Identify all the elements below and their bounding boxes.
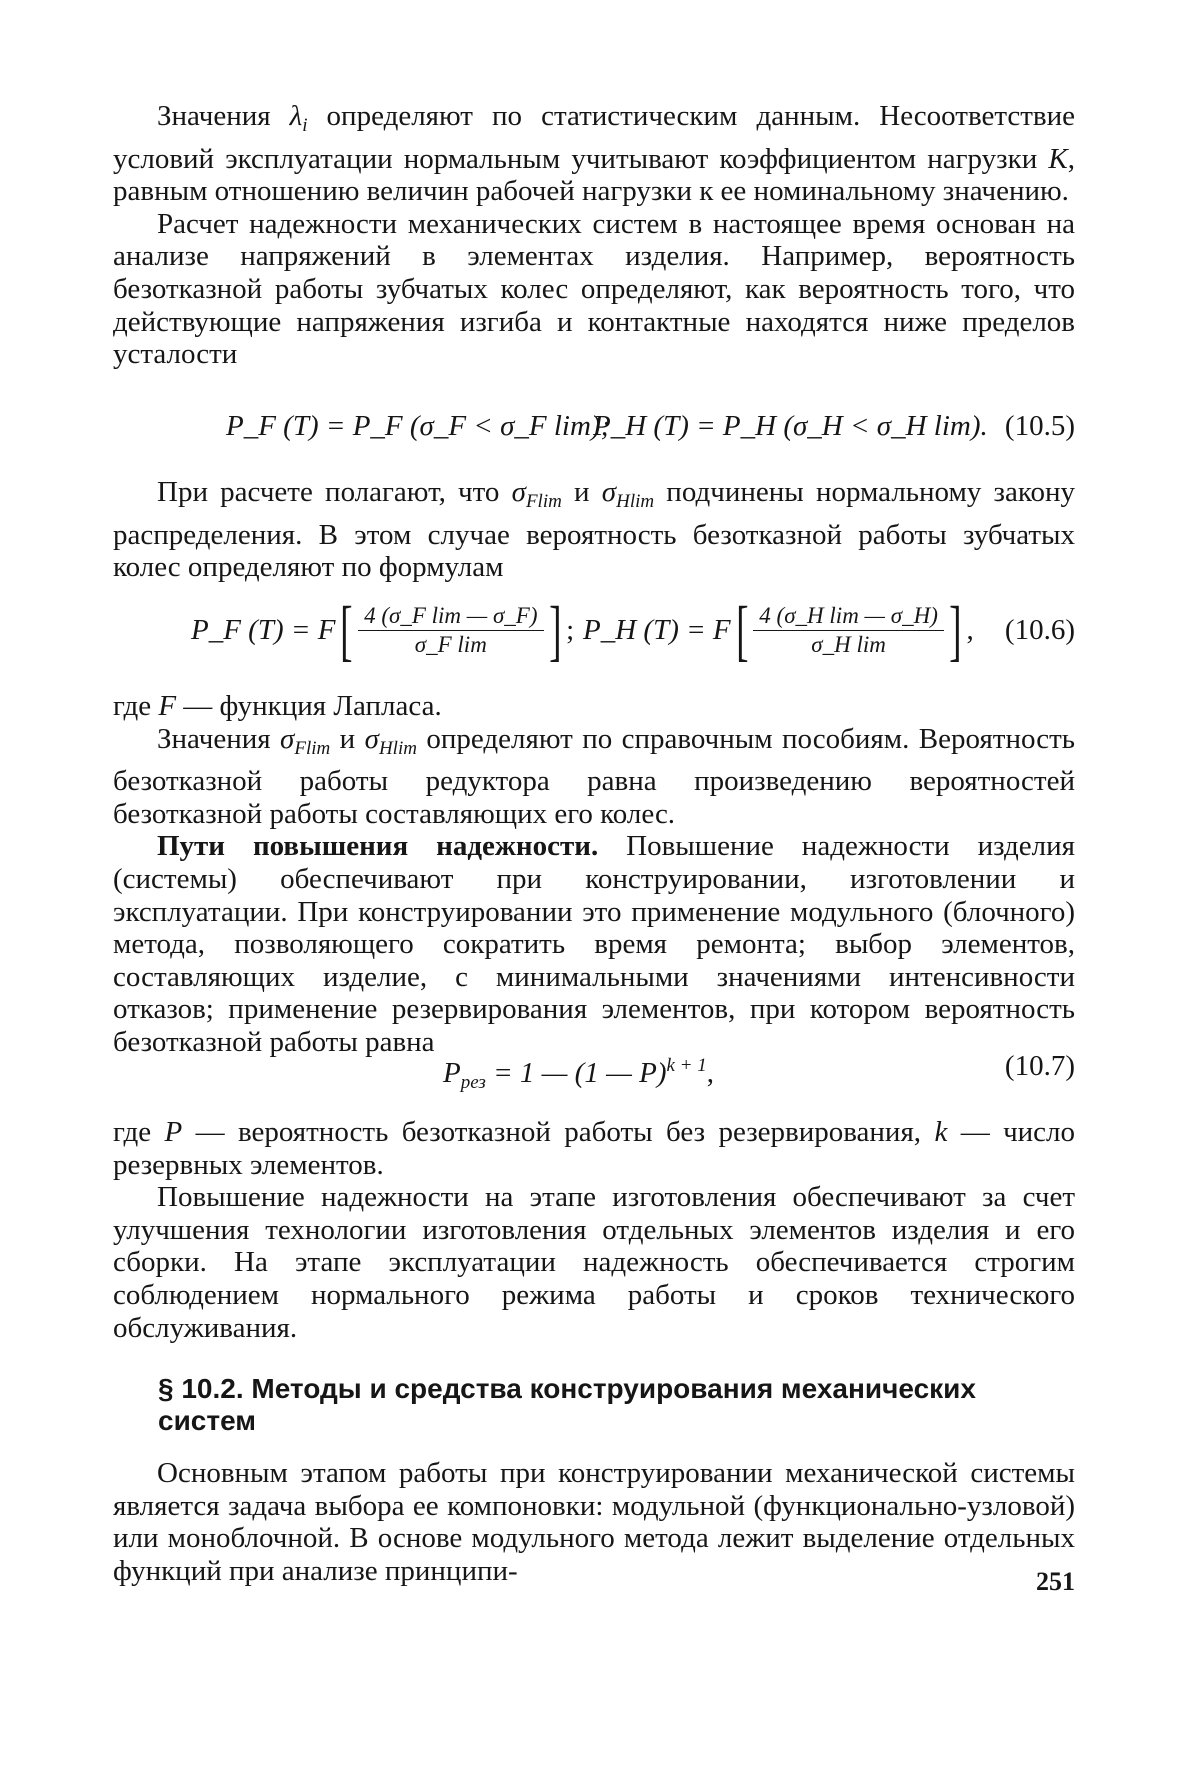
text-block-top — [113, 100, 1075, 371]
book-page: Значения $\lambda_i$ определяют по статистическим данным. Несоответствие условий эксплуатации нормальным учитывают коэффициентом нагрузки K, равным отношению величин рабочей нагрузки к ее номинальному значению. Расчет надежности механических систем в настоящее время основан на анализе напряжений в элементах изделия. Например, вероятность безотказной работы зубчатых колес определяют, как вероятность того, что действующие напряжения изгиба и контактные находятся ниже пределов усталости P_F (T) = P_F (σ_F < σ_F lim); P_H (T) = P_H (σ_H < σ_H lim). (10.5) При расчете полагают, что $\sigma_{Flim}$ и $\sigma_{Hlim}$ подчинены нормальному закону распределения. В этом случае вероятность безотказной работы зубчатых колес определяют по формулам P_F (T) = F [ $\frac{\text{4 (σ\_F lim — σ\_F)}}{\text{σ\_F lim}}$ ] ; P_H (T) = F [ $\frac{\text{4 (σ\_H lim — σ\_H)}}{\text{σ\_H lim}}$ ] , (10.6) где F — функция Лапласа. Значения $\sigma_{Flim}$ и $\sigma_{Hlim}$ определяют по справочным пособиям. Вероятность безотказной работы редуктора равна произведению вероятностей безотказной работы составляющих его колес. Пути повышения надежности. Повышение надежности изделия (системы) обеспечивают при конструировании, изготовлении и эксплуатации. При конструировании это применение модульного (блочного) метода, позволяющего сократить время ремонта; выбор элементов, составляющих изделие, с минимальными значениями интенсивности отказов; применение резервирования элементов, при котором вероятность безотказной работы равна $P_{рез} = 1$ — (1 — P)$^{k + 1}$, (10.7) где P — вероятность безотказной работы без резервирования, k — число резервных элементов. Повышение надежности на этапе изготовления обеспечивают за счет улучшения технологии изготовления отдельных элементов изделия и его сборки. На этапе эксплуатации надежность обеспечивается строгим соблюдением нормального режима работы и сроков технического обслуживания. § 10.2. Методы и средства конструирования механических систем Основным этапом работы при конструировании механической системы является задача выбора ее компоновки: модульной (функционально-узловой) или моноблочной. В основе модульного метода лежит выделение отдельных функций при анализе принципи- 251 — [113, 100, 1076, 1596]
fraction-hlim: $\frac{\text{4 (σ\_H lim — σ\_H)}}{\text{σ\_H lim}}$ — [753, 602, 944, 659]
paragraph-reference-values: Значения $\sigma_{Flim}$ и $\sigma_{Hlim}$ определяют по справочным пособиям. Вероятность безотказной работы редуктора равна произведению вероятностей безотказной работы составляющих его колес. — [113, 722, 1075, 830]
page-number: 251 — [1036, 1567, 1075, 1596]
equation-10-6: P_F (T) = F [ $\frac{\text{4 (σ\_F lim — σ\_F)}}{\text{σ\_F lim}}$ ] ; P_H (T) = F [ $\frac{\text{4 (σ\_H lim — σ\_H)}}{\text{σ\_H lim}}$ ] , (10.6) — [191, 592, 1075, 668]
paragraph-lambda-values: Значения $\lambda_i$ определяют по статистическим данным. Несоответствие условий эксплуатации нормальным учитывают коэффициентом нагрузки K, равным отношению величин рабочей нагрузки к ее номинальному значению. — [113, 100, 1075, 208]
paragraph-manufacturing: Повышение надежности на этапе изготовления обеспечивают за счет улучшения технологии изготовления отдельных элементов изделия и его сборки. На этапе эксплуатации надежность обеспечивается строгим соблюдением нормального режима работы и сроков технического обслуживания. — [113, 1181, 1075, 1344]
right-bracket-icon: ] — [548, 592, 562, 668]
left-bracket-icon: [ — [340, 592, 353, 668]
text-block-section — [113, 1457, 1075, 1587]
fraction-flim: $\frac{\text{4 (σ\_F lim — σ\_F)}}{\text{σ\_F lim}}$ — [358, 602, 543, 659]
equation-10-6-left: P_F (T) = F [ $\frac{\text{4 (σ\_F lim — σ\_F)}}{\text{σ\_F lim}}$ ] ; — [191, 592, 575, 668]
text-block-bottom — [113, 1116, 1075, 1344]
paragraph-laplace: где F — функция Лапласа. — [113, 690, 442, 722]
left-bracket-icon: [ — [735, 592, 749, 668]
paragraph-layout-selection: Основным этапом работы при конструировании механической системы является задача выбора ее компоновки: модульной (функционально-узловой) или моноблочной. В основе модульного метода лежит выделение отдельных функций при анализе принципи- — [113, 1457, 1075, 1587]
section-heading: § 10.2. Методы и средства конструирования механических систем — [158, 1373, 976, 1436]
equation-10-6-right: P_H (T) = F [ $\frac{\text{4 (σ\_H lim — σ\_H)}}{\text{σ\_H lim}}$ ] , — [583, 592, 974, 668]
paragraph-normal-distribution: При расчете полагают, что $\sigma_{Flim}$ и $\sigma_{Hlim}$ подчинены нормальному закону распределения. В этом случае вероятность безотказной работы зубчатых колес определяют по формулам — [113, 476, 1076, 584]
paragraph-ways-to-improve: Пути повышения надежности. Повышение надежности изделия (системы) обеспечивают при конструировании, изготовлении и эксплуатации. При конструировании это применение модульного (блочного) метода, позволяющего сократить время ремонта; выбор элементов, составляющих изделие, с минимальными значениями интенсивности отказов; применение резервирования элементов, при котором вероятность безотказной работы равна — [113, 830, 1075, 1058]
right-bracket-icon: ] — [948, 592, 962, 668]
text-block-middle — [113, 690, 1075, 1059]
paragraph-redundancy: где P — вероятность безотказной работы без резервирования, k — число резервных элементов. — [113, 1116, 1076, 1181]
paragraph-reliability-calculation: Расчет надежности механических систем в настоящее время основан на анализе напряжений в элементах изделия. Например, вероятность безотказной работы зубчатых колес определяют, как вероятность того, что действующие напряжения изгиба и контактные находятся ниже пределов усталости — [113, 207, 1075, 371]
text-block-normal-distribution — [113, 476, 1075, 584]
